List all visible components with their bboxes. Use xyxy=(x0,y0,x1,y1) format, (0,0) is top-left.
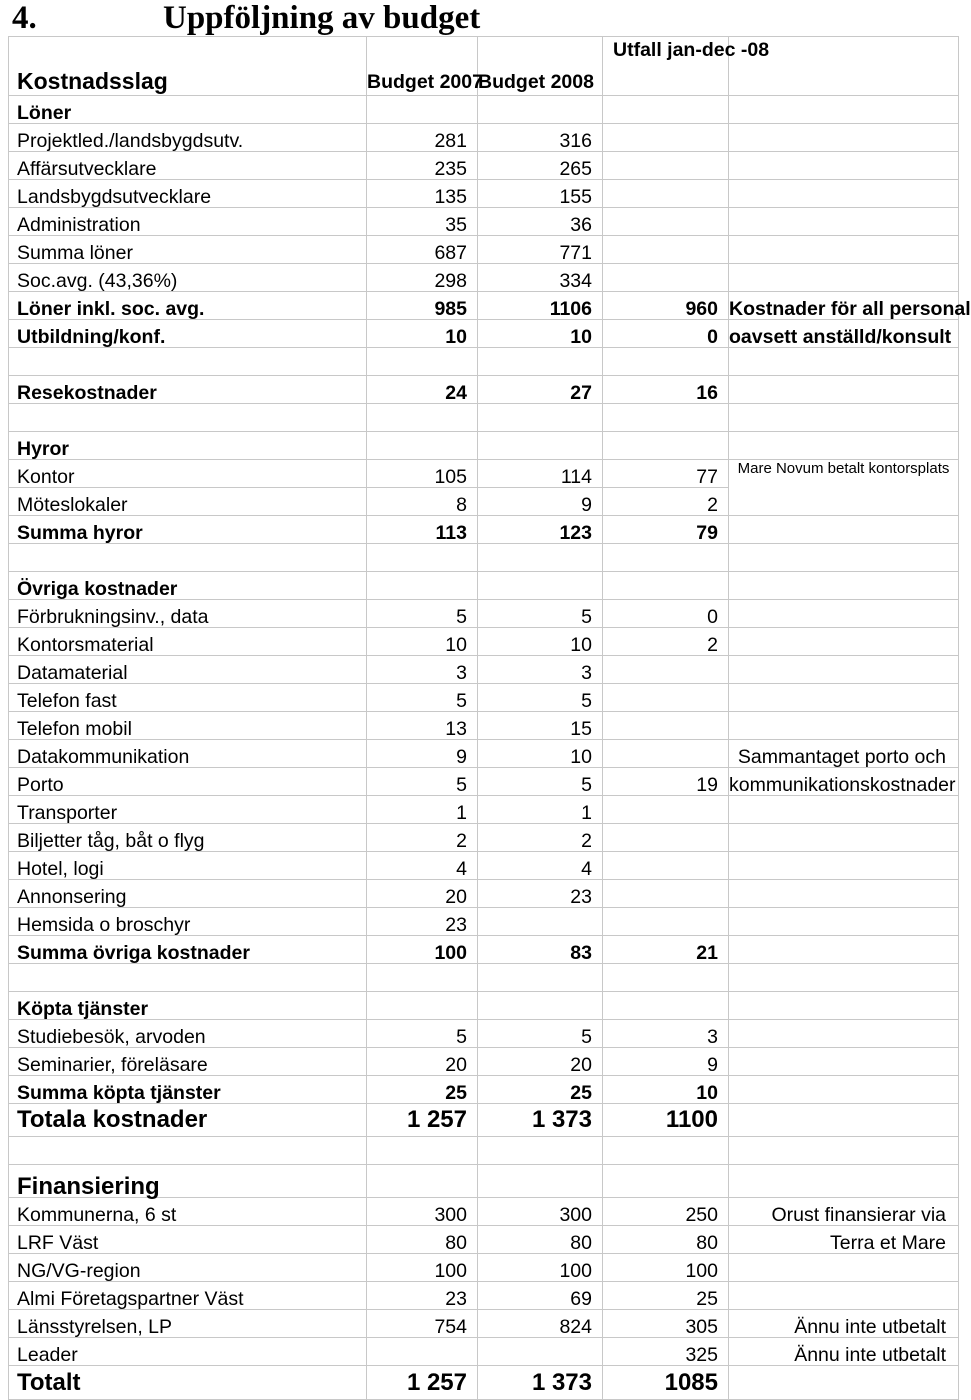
budget-2008-value: 1106 xyxy=(478,292,603,320)
outcome-value: 325 xyxy=(603,1338,729,1366)
budget-2007-value: 754 xyxy=(367,1310,478,1338)
outcome-value xyxy=(603,796,729,824)
budget-2008-value: 15 xyxy=(478,712,603,740)
budget-2007-value: 687 xyxy=(367,236,478,264)
budget-2007-value: 23 xyxy=(367,908,478,936)
table-row xyxy=(9,1020,959,1048)
row-label: LRF Väst xyxy=(9,1226,367,1254)
section-label: Hyror xyxy=(9,432,367,460)
comment-cell xyxy=(729,516,959,544)
empty-cell xyxy=(367,964,478,992)
comment-cell xyxy=(729,1076,959,1104)
empty-cell xyxy=(367,432,478,460)
comment-cell: Sammantaget porto och xyxy=(729,740,959,768)
outcome-value xyxy=(603,180,729,208)
empty-cell xyxy=(367,544,478,572)
comment-cell xyxy=(729,124,959,152)
budget-2008-value: 5 xyxy=(478,768,603,796)
budget-2008-value xyxy=(478,908,603,936)
budget-2008-value: 3 xyxy=(478,656,603,684)
budget-2007-value: 20 xyxy=(367,880,478,908)
comment-cell xyxy=(729,236,959,264)
total-row-ovriga xyxy=(9,936,959,964)
row-label: Summa köpta tjänster xyxy=(9,1076,367,1104)
comment-cell: Kostnader för all personal xyxy=(729,292,959,320)
outcome-value: 16 xyxy=(603,376,729,404)
budget-2008-value: 80 xyxy=(478,1226,603,1254)
row-label: Summa löner xyxy=(9,236,367,264)
column-header-budget-2007: Budget 2007 xyxy=(367,37,478,96)
row-label: Biljetter tåg, båt o flyg xyxy=(9,824,367,852)
row-label: Summa hyror xyxy=(9,516,367,544)
empty-cell xyxy=(603,572,729,600)
empty-cell xyxy=(603,1165,729,1198)
budget-2007-value: 23 xyxy=(367,1282,478,1310)
empty-cell xyxy=(367,572,478,600)
empty-cell xyxy=(729,348,959,376)
section-number: 4. xyxy=(12,0,37,36)
comment-cell xyxy=(729,1254,959,1282)
section-label: Finansiering xyxy=(9,1165,367,1198)
budget-2008-value: 1 xyxy=(478,796,603,824)
comment-cell: Orust finansierar via xyxy=(729,1198,959,1226)
row-label: Transporter xyxy=(9,796,367,824)
comment-cell xyxy=(729,1020,959,1048)
row-label: Annonsering xyxy=(9,880,367,908)
budget-2007-value: 20 xyxy=(367,1048,478,1076)
section-heading xyxy=(0,0,960,38)
outcome-value: 79 xyxy=(603,516,729,544)
budget-2007-value: 80 xyxy=(367,1226,478,1254)
budget-table xyxy=(8,36,971,1400)
budget-2008-value xyxy=(478,1338,603,1366)
budget-2008-value: 5 xyxy=(478,1020,603,1048)
row-label: Löner inkl. soc. avg. xyxy=(9,292,367,320)
budget-2008-value: 155 xyxy=(478,180,603,208)
empty-cell xyxy=(478,96,603,124)
section-label: Övriga kostnader xyxy=(9,572,367,600)
budget-2008-value: 23 xyxy=(478,880,603,908)
budget-2008-value: 27 xyxy=(478,376,603,404)
budget-2008-value: 10 xyxy=(478,320,603,348)
row-label: Förbrukningsinv., data xyxy=(9,600,367,628)
budget-2007-value: 135 xyxy=(367,180,478,208)
outcome-value: 960 xyxy=(603,292,729,320)
row-label: Telefon fast xyxy=(9,684,367,712)
comment-cell: Mare Novum betalt kontorsplats xyxy=(729,460,959,516)
blank-row xyxy=(9,348,959,376)
row-label: Utbildning/konf. xyxy=(9,320,367,348)
row-label: NG/VG-region xyxy=(9,1254,367,1282)
empty-cell xyxy=(478,348,603,376)
empty-cell xyxy=(367,404,478,432)
row-label: Kontor xyxy=(9,460,367,488)
comment-cell xyxy=(729,1366,959,1400)
table-row xyxy=(9,124,959,152)
row-label: Landsbygdsutvecklare xyxy=(9,180,367,208)
budget-2008-value: 9 xyxy=(478,488,603,516)
comment-cell xyxy=(729,152,959,180)
budget-2007-value: 1 xyxy=(367,796,478,824)
budget-2008-value: 334 xyxy=(478,264,603,292)
budget-2008-value: 300 xyxy=(478,1198,603,1226)
table-row xyxy=(9,1338,959,1366)
grand-total-row xyxy=(9,1366,959,1400)
empty-cell xyxy=(729,964,959,992)
row-label: Leader xyxy=(9,1338,367,1366)
budget-2007-value: 985 xyxy=(367,292,478,320)
table-row xyxy=(9,152,959,180)
outcome-value: 2 xyxy=(603,488,729,516)
row-label: Kontorsmaterial xyxy=(9,628,367,656)
budget-2008-value: 83 xyxy=(478,936,603,964)
empty-cell xyxy=(603,544,729,572)
outcome-value: 250 xyxy=(603,1198,729,1226)
row-label: Totala kostnader xyxy=(9,1104,367,1137)
budget-2007-value: 1 257 xyxy=(367,1104,478,1137)
table-row xyxy=(9,1226,959,1254)
comment-cell xyxy=(729,180,959,208)
section-finansiering xyxy=(9,1165,959,1198)
budget-2008-value: 123 xyxy=(478,516,603,544)
budget-2008-value: 4 xyxy=(478,852,603,880)
row-label: Almi Företagspartner Väst xyxy=(9,1282,367,1310)
budget-2008-value: 20 xyxy=(478,1048,603,1076)
header-row xyxy=(9,37,959,96)
empty-cell xyxy=(603,96,729,124)
section-label: Köpta tjänster xyxy=(9,992,367,1020)
table-row xyxy=(9,824,959,852)
budget-2008-value: 25 xyxy=(478,1076,603,1104)
table-row xyxy=(9,880,959,908)
budget-2007-value: 100 xyxy=(367,1254,478,1282)
empty-cell xyxy=(478,1137,603,1165)
section-hyror xyxy=(9,432,959,460)
budget-2008-value: 69 xyxy=(478,1282,603,1310)
outcome-value: 100 xyxy=(603,1254,729,1282)
row-label: Studiebesök, arvoden xyxy=(9,1020,367,1048)
budget-2008-value: 100 xyxy=(478,1254,603,1282)
blank-row xyxy=(9,1137,959,1165)
row-label: Summa övriga kostnader xyxy=(9,936,367,964)
outcome-value: 10 xyxy=(603,1076,729,1104)
budget-2007-value: 281 xyxy=(367,124,478,152)
outcome-value xyxy=(603,656,729,684)
row-label: Porto xyxy=(9,768,367,796)
budget-2007-value: 4 xyxy=(367,852,478,880)
row-label: Totalt xyxy=(9,1366,367,1400)
budget-2008-value: 5 xyxy=(478,684,603,712)
empty-cell xyxy=(603,1137,729,1165)
budget-2007-value: 35 xyxy=(367,208,478,236)
row-label: Möteslokaler xyxy=(9,488,367,516)
column-header-outcome: Utfall jan-dec -08 xyxy=(603,37,729,96)
section-loner xyxy=(9,96,959,124)
comment-cell xyxy=(729,684,959,712)
budget-2007-value: 13 xyxy=(367,712,478,740)
budget-2008-value: 265 xyxy=(478,152,603,180)
row-label: Kommunerna, 6 st xyxy=(9,1198,367,1226)
budget-2008-value: 316 xyxy=(478,124,603,152)
total-row-loner xyxy=(9,292,959,320)
empty-cell xyxy=(729,432,959,460)
row-label: Resekostnader xyxy=(9,376,367,404)
blank-row xyxy=(9,404,959,432)
budget-2008-value: 771 xyxy=(478,236,603,264)
budget-2007-value: 1 257 xyxy=(367,1366,478,1400)
outcome-value xyxy=(603,852,729,880)
budget-2007-value: 25 xyxy=(367,1076,478,1104)
outcome-value xyxy=(603,124,729,152)
budget-2008-value: 1 373 xyxy=(478,1366,603,1400)
empty-cell xyxy=(729,1165,959,1198)
table-row xyxy=(9,740,959,768)
table-row xyxy=(9,1254,959,1282)
outcome-value: 2 xyxy=(603,628,729,656)
empty-cell xyxy=(367,1137,478,1165)
empty-cell xyxy=(9,544,367,572)
budget-2008-value: 824 xyxy=(478,1310,603,1338)
budget-2007-value: 10 xyxy=(367,628,478,656)
budget-2007-value: 9 xyxy=(367,740,478,768)
empty-cell xyxy=(729,1137,959,1165)
empty-cell xyxy=(478,432,603,460)
empty-cell xyxy=(603,992,729,1020)
table-row xyxy=(9,236,959,264)
empty-cell xyxy=(729,96,959,124)
section-ovriga xyxy=(9,572,959,600)
comment-cell: Terra et Mare xyxy=(729,1226,959,1254)
section-title: Uppföljning av budget xyxy=(163,0,481,36)
empty-cell xyxy=(478,1165,603,1198)
table-row xyxy=(9,628,959,656)
table-row xyxy=(9,180,959,208)
outcome-value: 1085 xyxy=(603,1366,729,1400)
comment-cell xyxy=(729,1048,959,1076)
table-row xyxy=(9,712,959,740)
row-label: Länsstyrelsen, LP xyxy=(9,1310,367,1338)
comment-cell xyxy=(729,376,959,404)
empty-cell xyxy=(478,572,603,600)
empty-cell xyxy=(478,964,603,992)
budget-2007-value: 113 xyxy=(367,516,478,544)
comment-cell xyxy=(729,908,959,936)
table-row xyxy=(9,656,959,684)
budget-2007-value: 235 xyxy=(367,152,478,180)
blank-row xyxy=(9,964,959,992)
empty-cell xyxy=(729,992,959,1020)
budget-2008-value: 1 373 xyxy=(478,1104,603,1137)
table-row xyxy=(9,264,959,292)
outcome-value xyxy=(603,712,729,740)
table-row xyxy=(9,1048,959,1076)
outcome-value xyxy=(603,264,729,292)
empty-cell xyxy=(478,404,603,432)
empty-cell xyxy=(603,432,729,460)
outcome-value: 305 xyxy=(603,1310,729,1338)
table-row xyxy=(9,1198,959,1226)
comment-cell xyxy=(729,712,959,740)
budget-2007-value: 100 xyxy=(367,936,478,964)
outcome-value: 1100 xyxy=(603,1104,729,1137)
empty-cell xyxy=(9,404,367,432)
budget-2007-value: 298 xyxy=(367,264,478,292)
table-row xyxy=(9,768,959,796)
table-row xyxy=(9,796,959,824)
training-row xyxy=(9,320,959,348)
empty-cell xyxy=(603,348,729,376)
section-kopta xyxy=(9,992,959,1020)
outcome-value: 21 xyxy=(603,936,729,964)
comment-cell xyxy=(729,936,959,964)
comment-cell xyxy=(729,600,959,628)
empty-cell xyxy=(367,348,478,376)
total-row-kopta xyxy=(9,1076,959,1104)
budget-2008-value: 10 xyxy=(478,740,603,768)
budget-2007-value: 8 xyxy=(367,488,478,516)
empty-cell xyxy=(367,1165,478,1198)
budget-2008-value: 114 xyxy=(478,460,603,488)
empty-cell xyxy=(367,992,478,1020)
budget-2007-value: 5 xyxy=(367,768,478,796)
outcome-value xyxy=(603,208,729,236)
budget-2008-value: 5 xyxy=(478,600,603,628)
empty-cell xyxy=(9,964,367,992)
budget-2007-value: 5 xyxy=(367,600,478,628)
comment-cell xyxy=(729,796,959,824)
outcome-value: 0 xyxy=(603,600,729,628)
comment-cell xyxy=(729,1104,959,1137)
empty-cell xyxy=(9,348,367,376)
budget-2007-value: 24 xyxy=(367,376,478,404)
budget-2007-value: 300 xyxy=(367,1198,478,1226)
outcome-value: 19 xyxy=(603,768,729,796)
budget-2007-value xyxy=(367,1338,478,1366)
empty-cell xyxy=(729,572,959,600)
outcome-value xyxy=(603,740,729,768)
table-row xyxy=(9,1310,959,1338)
empty-cell xyxy=(603,964,729,992)
row-label: Hemsida o broschyr xyxy=(9,908,367,936)
budget-2007-value: 2 xyxy=(367,824,478,852)
comment-cell: oavsett anställd/konsult xyxy=(729,320,959,348)
empty-cell xyxy=(9,1137,367,1165)
empty-cell xyxy=(729,544,959,572)
blank-row xyxy=(9,544,959,572)
budget-2008-value: 36 xyxy=(478,208,603,236)
comment-cell: kommunikationskostnader xyxy=(729,768,959,796)
budget-2007-value: 5 xyxy=(367,1020,478,1048)
budget-2007-value: 105 xyxy=(367,460,478,488)
row-label: Affärsutvecklare xyxy=(9,152,367,180)
row-label: Administration xyxy=(9,208,367,236)
comment-cell xyxy=(729,208,959,236)
row-label: Projektled./landsbygdsutv. xyxy=(9,124,367,152)
comment-cell xyxy=(729,628,959,656)
outcome-value xyxy=(603,684,729,712)
budget-2007-value: 3 xyxy=(367,656,478,684)
column-header-budget-2008: Budget 2008 xyxy=(478,37,603,96)
comment-cell xyxy=(729,880,959,908)
comment-cell xyxy=(729,264,959,292)
table-row xyxy=(9,600,959,628)
row-label: Datamaterial xyxy=(9,656,367,684)
outcome-value xyxy=(603,908,729,936)
row-label: Hotel, logi xyxy=(9,852,367,880)
outcome-value xyxy=(603,236,729,264)
table-row xyxy=(9,684,959,712)
table-row xyxy=(9,208,959,236)
empty-cell xyxy=(367,96,478,124)
empty-cell xyxy=(478,544,603,572)
comment-cell xyxy=(729,656,959,684)
row-label: Datakommunikation xyxy=(9,740,367,768)
row-label: Soc.avg. (43,36%) xyxy=(9,264,367,292)
comment-cell: Ännu inte utbetalt xyxy=(729,1310,959,1338)
table-row xyxy=(9,852,959,880)
total-costs-row xyxy=(9,1104,959,1137)
budget-2008-value: 10 xyxy=(478,628,603,656)
empty-cell xyxy=(729,404,959,432)
outcome-value: 77 xyxy=(603,460,729,488)
resekostnader-row xyxy=(9,376,959,404)
outcome-value xyxy=(603,880,729,908)
outcome-value: 9 xyxy=(603,1048,729,1076)
budget-2007-value: 5 xyxy=(367,684,478,712)
outcome-value xyxy=(603,824,729,852)
outcome-value: 80 xyxy=(603,1226,729,1254)
comment-cell xyxy=(729,852,959,880)
empty-cell xyxy=(478,992,603,1020)
column-header-category: Kostnadsslag xyxy=(9,37,367,96)
budget-2007-value: 10 xyxy=(367,320,478,348)
table-row xyxy=(9,1282,959,1310)
total-row-hyror xyxy=(9,516,959,544)
outcome-value: 25 xyxy=(603,1282,729,1310)
row-label: Telefon mobil xyxy=(9,712,367,740)
table-row xyxy=(9,460,959,488)
budget-2008-value: 2 xyxy=(478,824,603,852)
outcome-value: 3 xyxy=(603,1020,729,1048)
outcome-value: 0 xyxy=(603,320,729,348)
empty-cell xyxy=(603,404,729,432)
comment-cell xyxy=(729,1282,959,1310)
row-label: Seminarier, föreläsare xyxy=(9,1048,367,1076)
comment-cell: Ännu inte utbetalt xyxy=(729,1338,959,1366)
table-row xyxy=(9,908,959,936)
comment-cell xyxy=(729,824,959,852)
outcome-value xyxy=(603,152,729,180)
section-label: Löner xyxy=(9,96,367,124)
